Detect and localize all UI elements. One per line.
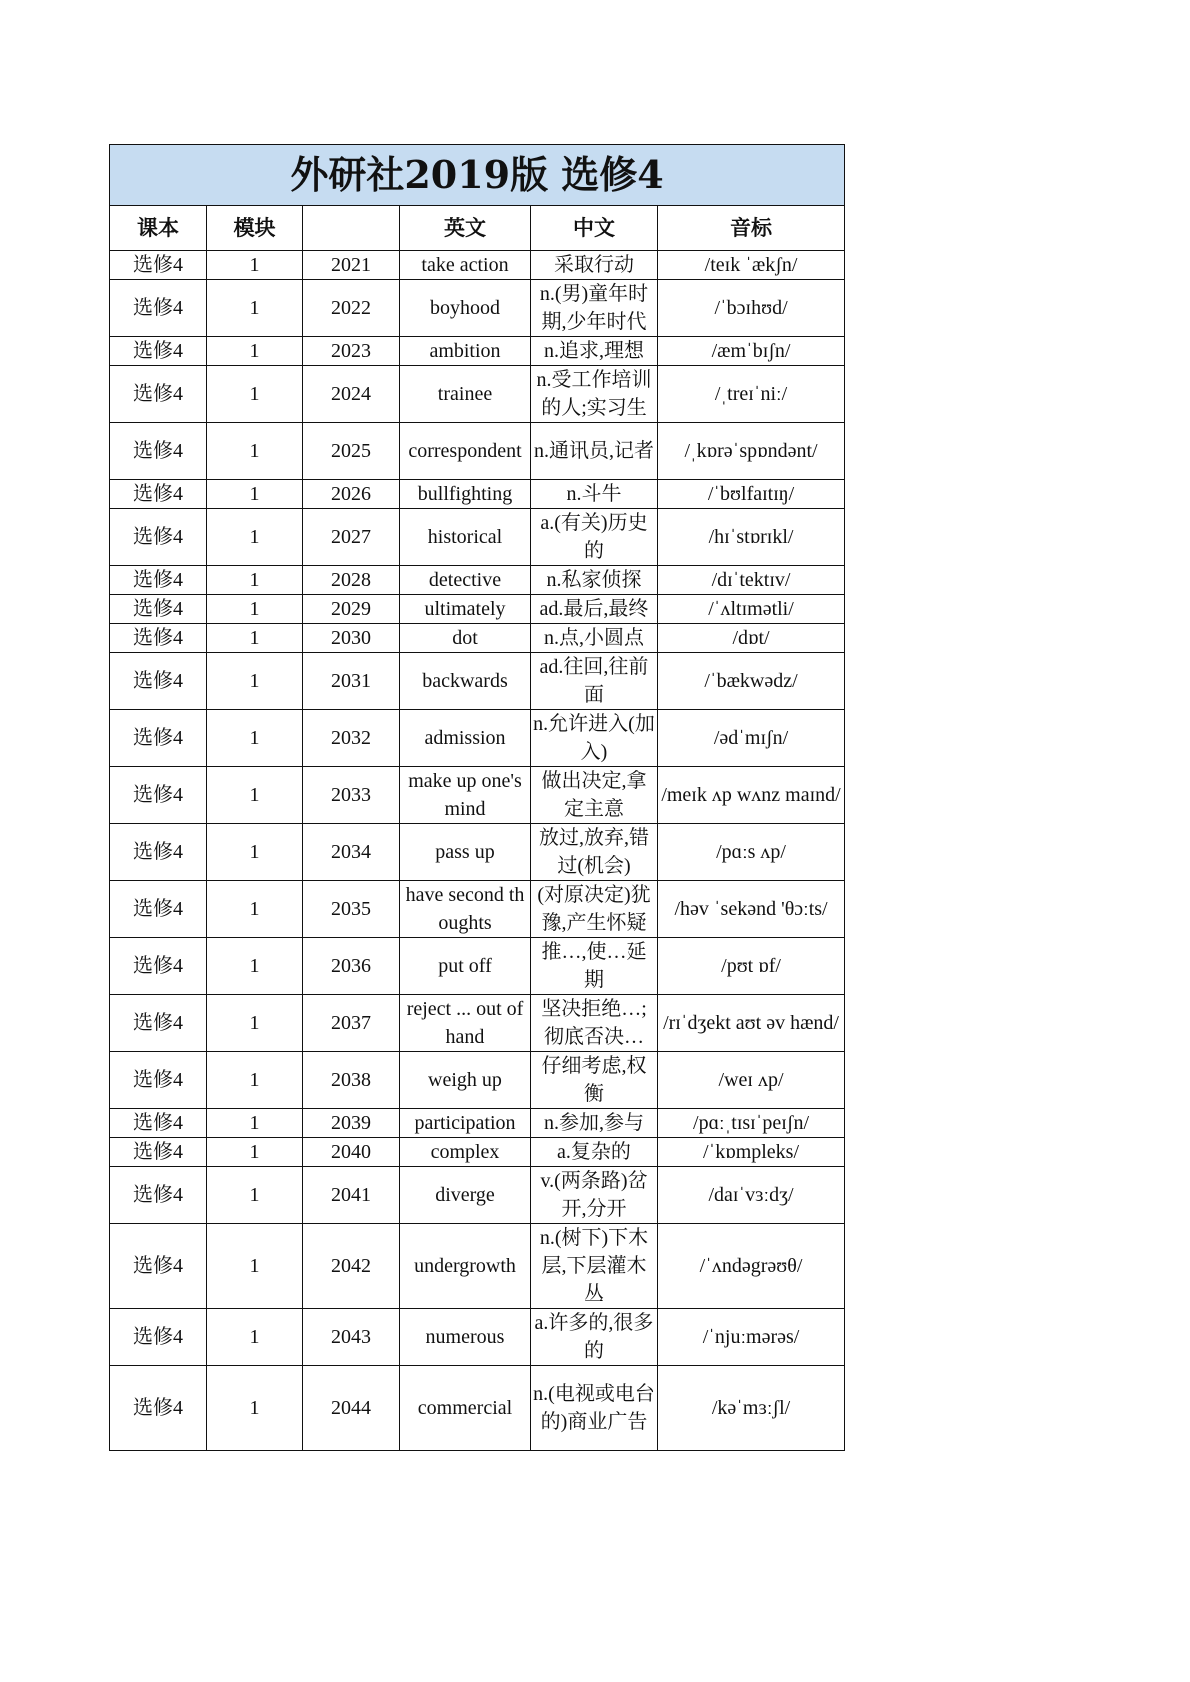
cell-chinese: 采取行动 [531,251,658,280]
cell-chinese: n.私家侦探 [531,566,658,595]
cell-book: 选修4 [110,1167,207,1224]
cell-phonetic: /ˈʌltɪmətli/ [658,595,845,624]
cell-book: 选修4 [110,1052,207,1109]
cell-number: 2033 [303,767,400,824]
table-row [110,595,845,624]
table-row [110,767,845,824]
cell-phonetic: /hɪˈstɒrɪkl/ [658,509,845,566]
cell-number: 2025 [303,423,400,480]
cell-module: 1 [207,881,303,938]
cell-module: 1 [207,1366,303,1451]
cell-module: 1 [207,509,303,566]
cell-module: 1 [207,251,303,280]
cell-book: 选修4 [110,509,207,566]
cell-english: undergrowth [400,1224,531,1309]
cell-chinese: 放过,放弃,错过(机会) [531,824,658,881]
table-row [110,824,845,881]
cell-phonetic: /ˈbɔɪhʊd/ [658,280,845,337]
cell-chinese: 推…,使…延期 [531,938,658,995]
cell-book: 选修4 [110,710,207,767]
table-row [110,280,845,337]
cell-chinese: n.(男)童年时期,少年时代 [531,280,658,337]
cell-module: 1 [207,337,303,366]
table-row [110,1366,845,1451]
table-row [110,881,845,938]
cell-chinese: 做出决定,拿定主意 [531,767,658,824]
cell-book: 选修4 [110,251,207,280]
cell-number: 2035 [303,881,400,938]
cell-module: 1 [207,480,303,509]
cell-module: 1 [207,710,303,767]
table-row [110,366,845,423]
cell-phonetic: /ˌkɒrəˈspɒndənt/ [658,423,845,480]
cell-english: historical [400,509,531,566]
cell-module: 1 [207,1167,303,1224]
cell-english: detective [400,566,531,595]
cell-chinese: a.许多的,很多的 [531,1309,658,1366]
cell-book: 选修4 [110,1109,207,1138]
cell-book: 选修4 [110,337,207,366]
cell-chinese: ad.往回,往前面 [531,653,658,710]
table-row [110,938,845,995]
cell-book: 选修4 [110,566,207,595]
cell-chinese: n.斗牛 [531,480,658,509]
cell-book: 选修4 [110,767,207,824]
header-number [303,206,400,251]
cell-chinese: 坚决拒绝…;彻底否决… [531,995,658,1052]
cell-english: trainee [400,366,531,423]
cell-english: reject ... out of hand [400,995,531,1052]
cell-module: 1 [207,938,303,995]
header-book: 课本 [110,206,207,251]
table-row [110,653,845,710]
cell-module: 1 [207,595,303,624]
cell-phonetic: /daɪˈvɜːdʒ/ [658,1167,845,1224]
cell-module: 1 [207,1224,303,1309]
table-row [110,251,845,280]
table-row [110,1052,845,1109]
cell-english: backwards [400,653,531,710]
cell-phonetic: /pɑːˌtɪsɪˈpeɪʃn/ [658,1109,845,1138]
header-chinese: 中文 [531,206,658,251]
cell-number: 2024 [303,366,400,423]
cell-number: 2040 [303,1138,400,1167]
cell-phonetic: /ˈkɒmpleks/ [658,1138,845,1167]
table-row [110,710,845,767]
cell-book: 选修4 [110,480,207,509]
cell-book: 选修4 [110,624,207,653]
cell-number: 2043 [303,1309,400,1366]
cell-number: 2036 [303,938,400,995]
cell-english: ambition [400,337,531,366]
cell-book: 选修4 [110,824,207,881]
cell-phonetic: /dɪˈtektɪv/ [658,566,845,595]
cell-phonetic: /ˈbækwədz/ [658,653,845,710]
table-row [110,995,845,1052]
cell-module: 1 [207,1109,303,1138]
cell-number: 2028 [303,566,400,595]
cell-english: ultimately [400,595,531,624]
title-row [110,145,845,206]
table-row [110,624,845,653]
cell-module: 1 [207,566,303,595]
cell-module: 1 [207,1309,303,1366]
cell-phonetic: /teɪk ˈækʃn/ [658,251,845,280]
cell-book: 选修4 [110,280,207,337]
cell-number: 2038 [303,1052,400,1109]
cell-number: 2026 [303,480,400,509]
cell-english: participation [400,1109,531,1138]
cell-english: have second thoughts [400,881,531,938]
header-module: 模块 [207,206,303,251]
cell-phonetic: /ˌtreɪˈniː/ [658,366,845,423]
cell-chinese: v.(两条路)岔开,分开 [531,1167,658,1224]
cell-chinese: n.允许进入(加入) [531,710,658,767]
cell-book: 选修4 [110,1366,207,1451]
table-row [110,337,845,366]
cell-number: 2034 [303,824,400,881]
table-row [110,1109,845,1138]
cell-phonetic: /həv ˈsekənd 'θɔːts/ [658,881,845,938]
vocabulary-table [109,144,845,1451]
cell-number: 2037 [303,995,400,1052]
cell-phonetic: /ədˈmɪʃn/ [658,710,845,767]
cell-english: make up one's mind [400,767,531,824]
cell-module: 1 [207,653,303,710]
cell-number: 2041 [303,1167,400,1224]
cell-number: 2042 [303,1224,400,1309]
cell-english: put off [400,938,531,995]
cell-module: 1 [207,423,303,480]
cell-english: commercial [400,1366,531,1451]
cell-chinese: n.(电视或电台的)商业广告 [531,1366,658,1451]
cell-phonetic: /dɒt/ [658,624,845,653]
cell-english: weigh up [400,1052,531,1109]
cell-number: 2032 [303,710,400,767]
table-row [110,1309,845,1366]
table-row [110,509,845,566]
cell-number: 2030 [303,624,400,653]
cell-english: bullfighting [400,480,531,509]
header-phonetic: 音标 [658,206,845,251]
cell-number: 2039 [303,1109,400,1138]
cell-phonetic: /ˈbʊlfaɪtɪŋ/ [658,480,845,509]
cell-module: 1 [207,624,303,653]
cell-book: 选修4 [110,1309,207,1366]
cell-number: 2021 [303,251,400,280]
cell-book: 选修4 [110,881,207,938]
sheet-title: 外研社2019版 选修4 [110,145,845,206]
cell-english: boyhood [400,280,531,337]
cell-number: 2027 [303,509,400,566]
cell-chinese: n.点,小圆点 [531,624,658,653]
cell-phonetic: /ˈnjuːmərəs/ [658,1309,845,1366]
cell-english: diverge [400,1167,531,1224]
cell-book: 选修4 [110,938,207,995]
cell-english: take action [400,251,531,280]
cell-number: 2022 [303,280,400,337]
cell-book: 选修4 [110,653,207,710]
cell-phonetic: /æmˈbɪʃn/ [658,337,845,366]
cell-book: 选修4 [110,1224,207,1309]
cell-chinese: n.(树下)下木层,下层灌木丛 [531,1224,658,1309]
cell-book: 选修4 [110,595,207,624]
vocabulary-sheet [109,144,844,1451]
cell-module: 1 [207,366,303,423]
cell-phonetic: /pɑːs ʌp/ [658,824,845,881]
table-row [110,423,845,480]
table-row [110,480,845,509]
cell-chinese: n.通讯员,记者 [531,423,658,480]
table-row [110,1224,845,1309]
table-body [110,251,845,1451]
cell-module: 1 [207,1138,303,1167]
cell-phonetic: /weɪ ʌp/ [658,1052,845,1109]
cell-english: complex [400,1138,531,1167]
cell-module: 1 [207,995,303,1052]
cell-module: 1 [207,767,303,824]
cell-chinese: (对原决定)犹豫,产生怀疑 [531,881,658,938]
cell-module: 1 [207,1052,303,1109]
cell-phonetic: /rɪˈdʒekt aʊt əv hænd/ [658,995,845,1052]
cell-english: numerous [400,1309,531,1366]
table-row [110,1167,845,1224]
cell-book: 选修4 [110,366,207,423]
cell-module: 1 [207,280,303,337]
cell-book: 选修4 [110,1138,207,1167]
cell-english: correspondent [400,423,531,480]
cell-chinese: 仔细考虑,权衡 [531,1052,658,1109]
cell-number: 2031 [303,653,400,710]
cell-english: admission [400,710,531,767]
cell-phonetic: /ˈʌndəgrəʊθ/ [658,1224,845,1309]
cell-book: 选修4 [110,995,207,1052]
cell-phonetic: /meɪk ʌp wʌnz maɪnd/ [658,767,845,824]
table-row [110,1138,845,1167]
cell-number: 2029 [303,595,400,624]
cell-chinese: ad.最后,最终 [531,595,658,624]
cell-module: 1 [207,824,303,881]
cell-chinese: n.参加,参与 [531,1109,658,1138]
cell-chinese: a.(有关)历史的 [531,509,658,566]
cell-phonetic: /kəˈmɜːʃl/ [658,1366,845,1451]
cell-book: 选修4 [110,423,207,480]
cell-chinese: n.追求,理想 [531,337,658,366]
cell-number: 2023 [303,337,400,366]
header-row [110,206,845,251]
cell-chinese: a.复杂的 [531,1138,658,1167]
header-english: 英文 [400,206,531,251]
cell-chinese: n.受工作培训的人;实习生 [531,366,658,423]
cell-number: 2044 [303,1366,400,1451]
table-row [110,566,845,595]
cell-english: pass up [400,824,531,881]
cell-phonetic: /pʊt ɒf/ [658,938,845,995]
cell-english: dot [400,624,531,653]
